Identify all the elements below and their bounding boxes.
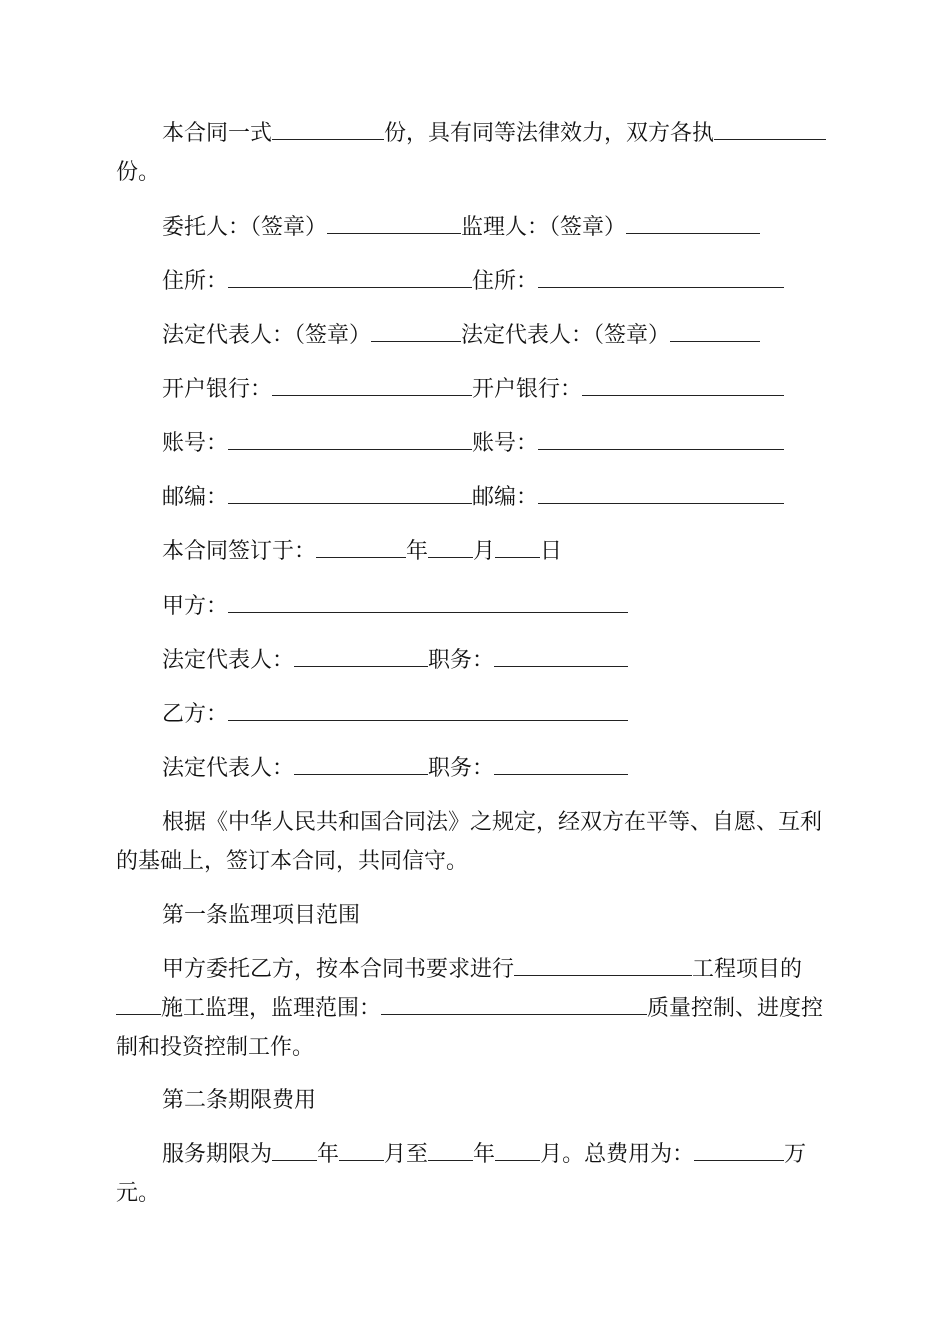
article-1-line-3 (116, 1030, 314, 1061)
blank-year (316, 538, 406, 558)
account-line (162, 426, 784, 457)
blank-fee (694, 1141, 784, 1161)
text: 元。 (116, 1181, 161, 1206)
blank (116, 995, 161, 1015)
text: 甲方： (162, 594, 229, 619)
text: 月。总费用为： (540, 1142, 695, 1167)
blank (327, 214, 461, 234)
copies-line (162, 116, 826, 147)
article-2-line-2 (116, 1176, 160, 1207)
text: 年 (473, 1142, 496, 1167)
blank-project (514, 956, 692, 976)
signing-date-line (162, 534, 562, 565)
article-1-line-2 (116, 991, 823, 1022)
blank (371, 322, 461, 342)
blank (495, 1141, 540, 1161)
client-supervisor-seal-line (162, 210, 760, 241)
bank-line (162, 372, 784, 403)
blank (294, 647, 428, 667)
blank (272, 1141, 317, 1161)
text: 职务： (428, 648, 495, 673)
text: 监理人：（签章） (461, 215, 627, 240)
blank (228, 268, 472, 288)
text: 日 (540, 539, 563, 564)
text: 住所： (162, 269, 229, 294)
text: 乙方： (162, 702, 229, 727)
text: 法定代表人： (162, 756, 295, 781)
text: 根据《中华人民共和国合同法》之规定，经双方在平等、自愿、互利 (162, 810, 823, 835)
blank (494, 755, 628, 775)
text: 服务期限为 (162, 1142, 273, 1167)
blank-each-copies (714, 120, 826, 140)
text: 本合同一式 (162, 121, 273, 146)
text: 本合同签订于： (162, 539, 317, 564)
blank (494, 647, 628, 667)
blank-scope (381, 995, 647, 1015)
text: 委托人：（签章） (162, 215, 328, 240)
party-a-rep-line (162, 643, 628, 674)
blank (626, 214, 760, 234)
text: 开户银行： (162, 377, 273, 402)
blank (538, 268, 784, 288)
text: 施工监理，监理范围： (161, 996, 382, 1021)
party-a-line (162, 589, 628, 620)
blank (228, 430, 472, 450)
text: 月 (473, 539, 496, 564)
text: 账号： (162, 431, 229, 456)
text: 法定代表人：（签章） (461, 323, 671, 348)
text: 第一条监理项目范围 (162, 903, 361, 928)
blank (339, 1141, 384, 1161)
text: 年 (406, 539, 429, 564)
text: 甲方委托乙方，按本合同书要求进行 (162, 957, 515, 982)
blank (428, 1141, 473, 1161)
text: 年 (317, 1142, 340, 1167)
copies-line-cont (116, 155, 160, 186)
text: 份。 (116, 160, 161, 185)
text: 法定代表人： (162, 648, 295, 673)
text: 住所： (472, 269, 539, 294)
text: 万 (784, 1142, 807, 1167)
blank (272, 376, 472, 396)
preamble-line-2 (116, 844, 468, 875)
blank-month (428, 538, 473, 558)
article-1-heading (162, 898, 360, 929)
legal-rep-seal-line (162, 318, 760, 349)
party-b-rep-line (162, 751, 628, 782)
article-2-heading (162, 1083, 316, 1114)
article-2-line-1 (162, 1137, 806, 1168)
text: 第二条期限费用 (162, 1088, 317, 1113)
article-1-line-1 (162, 952, 802, 983)
blank (582, 376, 784, 396)
text: 法定代表人：（签章） (162, 323, 372, 348)
blank (538, 484, 784, 504)
text: 账号： (472, 431, 539, 456)
text: 邮编： (162, 485, 229, 510)
party-b-line (162, 697, 628, 728)
blank (228, 701, 628, 721)
text: 邮编： (472, 485, 539, 510)
text: 份，具有同等法律效力，双方各执 (384, 121, 715, 146)
preamble-line-1 (162, 805, 822, 836)
blank (538, 430, 784, 450)
blank (294, 755, 428, 775)
blank-day (495, 538, 540, 558)
text: 职务： (428, 756, 495, 781)
address-line (162, 264, 784, 295)
blank (228, 593, 628, 613)
text: 工程项目的 (692, 957, 803, 982)
text: 开户银行： (472, 377, 583, 402)
text: 制和投资控制工作。 (116, 1035, 315, 1060)
text: 质量控制、进度控 (647, 996, 824, 1021)
blank (670, 322, 760, 342)
text: 月至 (384, 1142, 429, 1167)
blank-copies (272, 120, 384, 140)
blank (228, 484, 472, 504)
text: 的基础上，签订本合同，共同信守。 (116, 849, 469, 874)
postcode-line (162, 480, 784, 511)
